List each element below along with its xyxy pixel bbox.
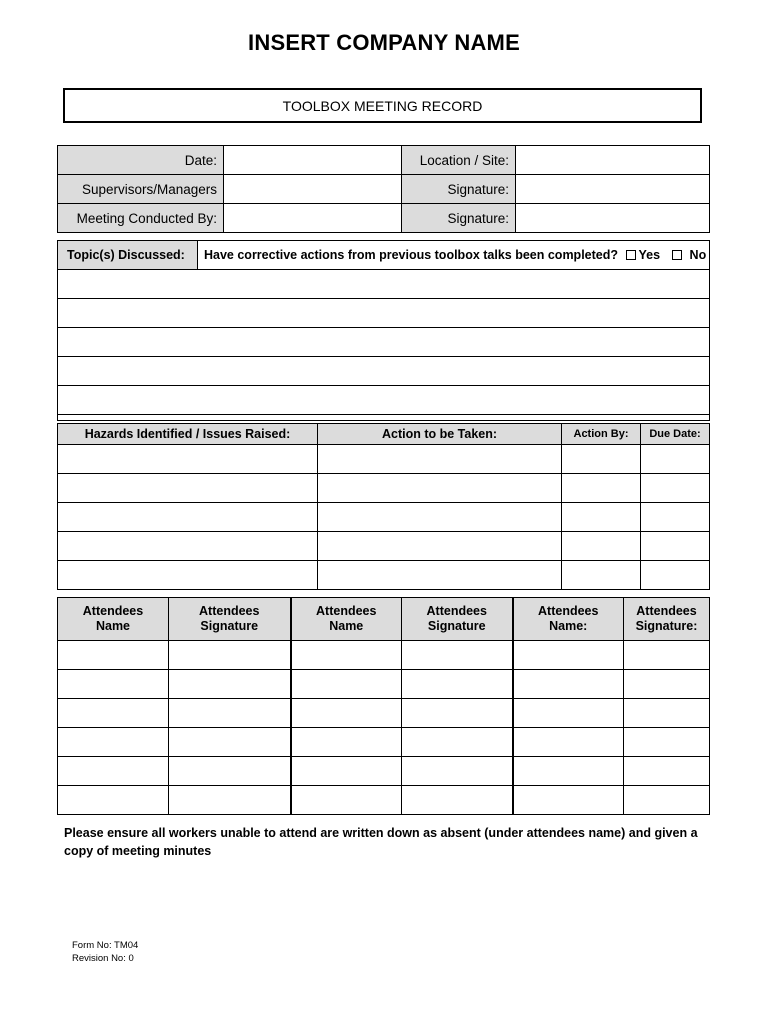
- due-date-cell[interactable]: [641, 532, 710, 561]
- attendee-name-header: Attendees Name: [58, 598, 169, 641]
- table-row: [58, 786, 710, 815]
- supervisor-signature-field[interactable]: [516, 175, 710, 204]
- table-row: [58, 670, 710, 699]
- attendee-name-header: Attendees Name: [291, 598, 402, 641]
- attendee-signature-cell[interactable]: [402, 786, 513, 815]
- supervisors-field[interactable]: [224, 175, 402, 204]
- topic-line[interactable]: [58, 299, 710, 328]
- table-row: [58, 532, 710, 561]
- date-label: Date:: [58, 146, 224, 175]
- attendee-signature-header: Attendees Signature: [169, 598, 291, 641]
- table-row: [58, 445, 710, 474]
- attendee-signature-cell[interactable]: [402, 641, 513, 670]
- conductor-signature-field[interactable]: [516, 204, 710, 233]
- yes-checkbox[interactable]: [626, 250, 636, 260]
- attendee-name-cell[interactable]: [291, 641, 402, 670]
- attendee-signature-cell[interactable]: [169, 757, 291, 786]
- attendee-name-cell[interactable]: [58, 641, 169, 670]
- hazard-cell[interactable]: [58, 503, 318, 532]
- table-row: [58, 561, 710, 590]
- yes-label: Yes: [638, 248, 661, 262]
- table-row: [58, 641, 710, 670]
- attendee-signature-cell[interactable]: [169, 728, 291, 757]
- attendee-name-cell[interactable]: [58, 728, 169, 757]
- attendee-signature-cell[interactable]: [624, 670, 710, 699]
- question-text: Have corrective actions from previous toolbox talks been completed?: [204, 248, 619, 262]
- action-by-cell[interactable]: [562, 474, 641, 503]
- date-field[interactable]: [224, 146, 402, 175]
- attendee-name-cell[interactable]: [513, 757, 624, 786]
- table-row: [58, 728, 710, 757]
- attendees-table: [57, 597, 710, 815]
- hazards-table: [57, 423, 710, 590]
- action-by-cell[interactable]: [562, 561, 641, 590]
- conductor-signature-label: Signature:: [402, 204, 516, 233]
- attendee-name-cell[interactable]: [291, 786, 402, 815]
- attendee-name-cell[interactable]: [291, 670, 402, 699]
- attendee-signature-header: Attendees Signature:: [624, 598, 710, 641]
- form-info: [72, 940, 138, 965]
- meeting-info-table: [57, 145, 710, 233]
- attendee-name-cell[interactable]: [291, 757, 402, 786]
- attendee-name-header: Attendees Name:: [513, 598, 624, 641]
- action-by-header: Action By:: [562, 424, 641, 445]
- table-row: [58, 757, 710, 786]
- form-number: Form No: TM04: [72, 940, 139, 951]
- attendee-name-cell[interactable]: [513, 670, 624, 699]
- due-date-cell[interactable]: [641, 445, 710, 474]
- action-cell[interactable]: [318, 445, 562, 474]
- action-by-cell[interactable]: [562, 503, 641, 532]
- topic-line[interactable]: [58, 357, 710, 386]
- table-row: [58, 503, 710, 532]
- supervisors-label: Supervisors/Managers: [58, 175, 224, 204]
- attendee-name-cell[interactable]: [58, 670, 169, 699]
- action-cell[interactable]: [318, 503, 562, 532]
- hazard-cell[interactable]: [58, 445, 318, 474]
- attendee-name-cell[interactable]: [513, 728, 624, 757]
- attendee-signature-cell[interactable]: [169, 670, 291, 699]
- attendee-name-cell[interactable]: [513, 641, 624, 670]
- due-date-cell[interactable]: [641, 474, 710, 503]
- action-by-cell[interactable]: [562, 445, 641, 474]
- attendee-signature-cell[interactable]: [402, 699, 513, 728]
- hazard-cell[interactable]: [58, 474, 318, 503]
- corrective-actions-question: [198, 241, 710, 270]
- topic-line[interactable]: [58, 270, 710, 299]
- conducted-by-field[interactable]: [224, 204, 402, 233]
- action-cell[interactable]: [318, 561, 562, 590]
- form-title: TOOLBOX MEETING RECORD: [63, 88, 702, 123]
- company-name: INSERT COMPANY NAME: [248, 30, 520, 55]
- due-date-cell[interactable]: [641, 561, 710, 590]
- topics-label: Topic(s) Discussed:: [58, 241, 198, 270]
- topics-table: [57, 240, 710, 421]
- attendee-signature-cell[interactable]: [402, 757, 513, 786]
- due-date-cell[interactable]: [641, 503, 710, 532]
- action-cell[interactable]: [318, 474, 562, 503]
- attendee-signature-cell[interactable]: [402, 728, 513, 757]
- attendee-signature-cell[interactable]: [624, 786, 710, 815]
- no-checkbox[interactable]: [672, 250, 682, 260]
- action-header: Action to be Taken:: [318, 424, 562, 445]
- hazard-cell[interactable]: [58, 561, 318, 590]
- no-label: No: [689, 248, 707, 262]
- revision-number: Revision No: 0: [72, 952, 134, 964]
- attendee-signature-cell[interactable]: [624, 728, 710, 757]
- attendee-signature-header: Attendees Signature: [402, 598, 513, 641]
- attendee-signature-cell[interactable]: [169, 641, 291, 670]
- topic-line[interactable]: [58, 328, 710, 357]
- attendee-signature-cell[interactable]: [624, 757, 710, 786]
- attendee-name-cell[interactable]: [513, 699, 624, 728]
- table-row: [58, 699, 710, 728]
- attendee-signature-cell[interactable]: [624, 641, 710, 670]
- supervisor-signature-label: Signature:: [402, 175, 516, 204]
- attendee-name-cell[interactable]: [58, 757, 169, 786]
- attendee-name-cell[interactable]: [291, 699, 402, 728]
- conducted-by-label: Meeting Conducted By:: [58, 204, 224, 233]
- attendee-name-cell[interactable]: [58, 699, 169, 728]
- attendee-signature-cell[interactable]: [169, 786, 291, 815]
- attendee-signature-cell[interactable]: [169, 699, 291, 728]
- action-by-cell[interactable]: [562, 532, 641, 561]
- due-date-header: Due Date:: [641, 424, 710, 445]
- attendee-signature-cell[interactable]: [624, 699, 710, 728]
- attendee-signature-cell[interactable]: [402, 670, 513, 699]
- absent-workers-note: Please ensure all workers unable to attend are written down as absent (under attendees name) and given a copy of meeting minutes: [64, 826, 698, 858]
- action-cell[interactable]: [318, 532, 562, 561]
- attendee-name-cell[interactable]: [58, 786, 169, 815]
- hazard-cell[interactable]: [58, 532, 318, 561]
- hazards-header: Hazards Identified / Issues Raised:: [58, 424, 318, 445]
- attendee-name-cell[interactable]: [291, 728, 402, 757]
- topic-line[interactable]: [58, 386, 710, 415]
- table-row: [58, 474, 710, 503]
- attendee-name-cell[interactable]: [513, 786, 624, 815]
- location-label: Location / Site:: [402, 146, 516, 175]
- topic-spacer: [58, 415, 710, 421]
- location-field[interactable]: [516, 146, 710, 175]
